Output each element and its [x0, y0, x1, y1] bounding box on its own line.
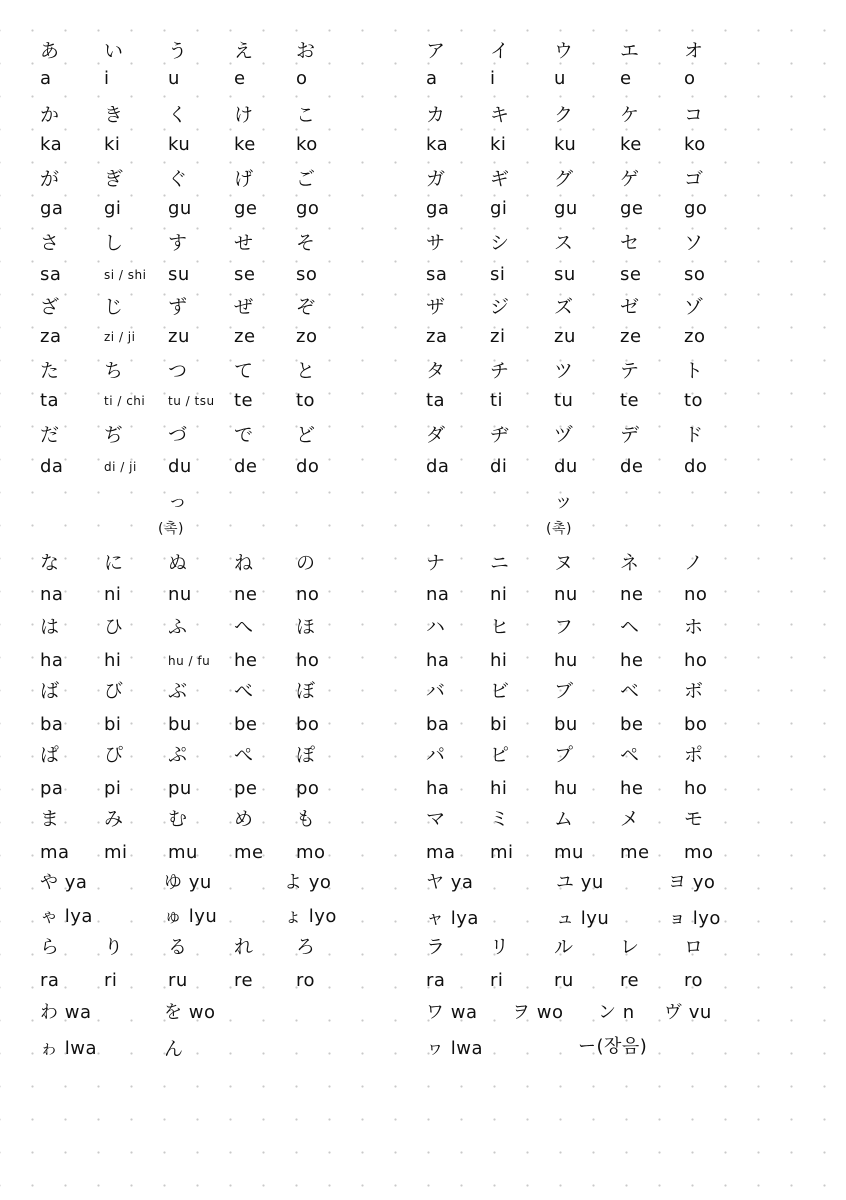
hiragana-kana-cell: く [168, 104, 188, 126]
katakana-yo: ヨ yo [668, 872, 716, 893]
hiragana-wa-small: ゎ lwa [40, 1038, 97, 1059]
katakana-kana-cell: ベ [620, 680, 640, 702]
katakana-romaji-cell: ho [684, 778, 708, 799]
katakana-romaji-cell: na [426, 584, 450, 605]
katakana-romaji-cell: ne [620, 584, 644, 605]
katakana-yo-small: ョ lyo [668, 908, 721, 929]
hiragana-kana-cell: げ [234, 168, 254, 190]
hiragana-kana-cell: ほ [296, 616, 316, 638]
katakana-romaji-cell: ha [426, 778, 450, 799]
katakana-kana-cell: カ [426, 104, 446, 126]
hiragana-kana-cell: ぱ [40, 744, 60, 766]
hiragana-kana-cell: ぼ [296, 680, 316, 702]
katakana-romaji-cell: si [490, 264, 506, 285]
hiragana-kana-cell: ぺ [234, 744, 254, 766]
hiragana-romaji-cell: nu [168, 584, 192, 605]
hiragana-romaji-cell: u [168, 68, 180, 89]
katakana-romaji-cell: be [620, 714, 644, 735]
hiragana-kana-cell: も [296, 808, 316, 830]
katakana-kana-cell: ヒ [490, 616, 510, 638]
hiragana-romaji-cell: ho [296, 650, 320, 671]
katakana-romaji-cell: go [684, 198, 708, 219]
katakana-romaji-cell: tu [554, 390, 574, 411]
hiragana-romaji-cell: ki [104, 134, 121, 155]
hiragana-kana-cell: ち [104, 360, 124, 382]
hiragana-kana-cell: ひ [104, 616, 124, 638]
katakana-kana-cell: ケ [620, 104, 640, 126]
hiragana-romaji-cell: ga [40, 198, 64, 219]
hiragana-romaji-cell: mo [296, 842, 326, 863]
katakana-kana-cell: ソ [684, 232, 704, 254]
hiragana-kana-cell: そ [296, 232, 316, 254]
hiragana-romaji-cell: e [234, 68, 246, 89]
katakana-romaji-cell: ru [554, 970, 574, 991]
katakana-romaji-cell: o [684, 68, 696, 89]
katakana-kana-cell: グ [554, 168, 574, 190]
katakana-kana-cell: キ [490, 104, 510, 126]
hiragana-kana-cell: あ [40, 40, 60, 62]
hiragana-kana-cell: え [234, 40, 254, 62]
hiragana-romaji-cell: di / ji [104, 460, 137, 474]
katakana-kana-cell: メ [620, 808, 640, 830]
katakana-romaji-cell: ki [490, 134, 507, 155]
hiragana-romaji-cell: zo [296, 326, 318, 347]
katakana-kana-cell: パ [426, 744, 446, 766]
hiragana-kana-cell: つ [168, 360, 188, 382]
katakana-yu-small: ュ lyu [556, 908, 610, 929]
hiragana-kana-cell: い [104, 40, 124, 62]
hiragana-romaji-cell: ka [40, 134, 63, 155]
katakana-romaji-cell: do [684, 456, 708, 477]
hiragana-romaji-cell: ri [104, 970, 118, 991]
hiragana-kana-cell: め [234, 808, 254, 830]
katakana-romaji-cell: za [426, 326, 448, 347]
katakana-romaji-cell: to [684, 390, 704, 411]
hiragana-sokuon-note: (촉) [158, 521, 184, 537]
hiragana-romaji-cell: go [296, 198, 320, 219]
katakana-romaji-cell: e [620, 68, 632, 89]
hiragana-kana-cell: ぬ [168, 552, 188, 574]
katakana-romaji-cell: re [620, 970, 640, 991]
katakana-romaji-cell: ge [620, 198, 644, 219]
katakana-romaji-cell: no [684, 584, 708, 605]
katakana-romaji-cell: ko [684, 134, 706, 155]
hiragana-kana-cell: さ [40, 232, 60, 254]
hiragana-romaji-cell: bu [168, 714, 192, 735]
hiragana-romaji-cell: hu / fu [168, 654, 211, 668]
hiragana-kana-cell: ば [40, 680, 60, 702]
katakana-kana-cell: ゲ [620, 168, 640, 190]
katakana-kana-cell: ト [684, 360, 704, 382]
katakana-kana-cell: セ [620, 232, 640, 254]
hiragana-kana-cell: ぴ [104, 744, 124, 766]
hiragana-kana-cell: う [168, 40, 188, 62]
katakana-kana-cell: オ [684, 40, 704, 62]
hiragana-romaji-cell: so [296, 264, 318, 285]
hiragana-romaji-cell: ba [40, 714, 64, 735]
katakana-kana-cell: ウ [554, 40, 574, 62]
hiragana-kana-cell: り [104, 936, 124, 958]
hiragana-kana-cell: る [168, 936, 188, 958]
hiragana-kana-cell: が [40, 168, 60, 190]
katakana-kana-cell: ガ [426, 168, 446, 190]
katakana-kana-cell: ダ [426, 424, 446, 446]
hiragana-romaji-cell: pe [234, 778, 258, 799]
katakana-kana-cell: マ [426, 808, 446, 830]
hiragana-kana-cell: ぎ [104, 168, 124, 190]
hiragana-romaji-cell: su [168, 264, 190, 285]
hiragana-romaji-cell: me [234, 842, 264, 863]
katakana-kana-cell: フ [554, 616, 574, 638]
hiragana-romaji-cell: a [40, 68, 52, 89]
hiragana-kana-cell: ぢ [104, 424, 124, 446]
katakana-romaji-cell: ri [490, 970, 504, 991]
hiragana-romaji-cell: bi [104, 714, 122, 735]
katakana-romaji-cell: hu [554, 778, 578, 799]
hiragana-kana-cell: ど [296, 424, 316, 446]
hiragana-romaji-cell: gu [168, 198, 192, 219]
katakana-kana-cell: ザ [426, 296, 446, 318]
katakana-romaji-cell: se [620, 264, 642, 285]
hiragana-romaji-cell: pu [168, 778, 192, 799]
katakana-kana-cell: ブ [554, 680, 574, 702]
katakana-romaji-cell: ha [426, 650, 450, 671]
katakana-romaji-cell: bu [554, 714, 578, 735]
hiragana-romaji-cell: ta [40, 390, 60, 411]
hiragana-romaji-cell: ze [234, 326, 256, 347]
katakana-kana-cell: デ [620, 424, 640, 446]
hiragana-kana-cell: に [104, 552, 124, 574]
hiragana-kana-cell: け [234, 104, 254, 126]
katakana-romaji-cell: ta [426, 390, 446, 411]
hiragana-wa: わ wa [40, 1002, 92, 1023]
hiragana-romaji-cell: ne [234, 584, 258, 605]
katakana-sokuon-note: (촉) [546, 521, 572, 537]
hiragana-kana-cell: の [296, 552, 316, 574]
hiragana-romaji-cell: tu / tsu [168, 394, 215, 408]
hiragana-romaji-cell: ko [296, 134, 318, 155]
katakana-kana-cell: ミ [490, 808, 510, 830]
hiragana-romaji-cell: te [234, 390, 254, 411]
katakana-romaji-cell: ga [426, 198, 450, 219]
katakana-kana-cell: ム [554, 808, 574, 830]
hiragana-kana-cell: み [104, 808, 124, 830]
katakana-kana-cell: レ [620, 936, 640, 958]
katakana-kana-cell: ヂ [490, 424, 510, 446]
katakana-vu: ヴ vu [664, 1002, 712, 1023]
hiragana-yo: よ yo [284, 872, 332, 893]
katakana-romaji-cell: zi [490, 326, 506, 347]
hiragana-kana-cell: し [104, 232, 124, 254]
hiragana-romaji-cell: da [40, 456, 64, 477]
hiragana-romaji-cell: du [168, 456, 192, 477]
katakana-long-vowel: ー(장음) [578, 1036, 648, 1057]
hiragana-romaji-cell: ra [40, 970, 60, 991]
katakana-romaji-cell: de [620, 456, 644, 477]
hiragana-romaji-cell: bo [296, 714, 320, 735]
hiragana-kana-cell: と [296, 360, 316, 382]
hiragana-kana-cell: ぶ [168, 680, 188, 702]
katakana-n: ン n [598, 1002, 635, 1023]
hiragana-romaji-cell: mu [168, 842, 198, 863]
hiragana-romaji-cell: to [296, 390, 316, 411]
katakana-kana-cell: テ [620, 360, 640, 382]
hiragana-romaji-cell: gi [104, 198, 122, 219]
hiragana-kana-cell: び [104, 680, 124, 702]
katakana-romaji-cell: mi [490, 842, 514, 863]
hiragana-kana-cell: は [40, 616, 60, 638]
katakana-romaji-cell: so [684, 264, 706, 285]
katakana-kana-cell: ポ [684, 744, 704, 766]
hiragana-romaji-cell: si / shi [104, 268, 147, 282]
hiragana-kana-cell: ず [168, 296, 188, 318]
katakana-yu: ユ yu [556, 872, 604, 893]
hiragana-ya: や ya [40, 872, 88, 893]
katakana-romaji-cell: zu [554, 326, 576, 347]
katakana-romaji-cell: du [554, 456, 578, 477]
hiragana-romaji-cell: de [234, 456, 258, 477]
hiragana-kana-cell: す [168, 232, 188, 254]
katakana-kana-cell: ズ [554, 296, 574, 318]
hiragana-kana-cell: ら [40, 936, 60, 958]
hiragana-kana-cell: づ [168, 424, 188, 446]
katakana-romaji-cell: gu [554, 198, 578, 219]
hiragana-kana-cell: ま [40, 808, 60, 830]
katakana-kana-cell: ゾ [684, 296, 704, 318]
hiragana-kana-cell: ふ [168, 616, 188, 638]
hiragana-romaji-cell: do [296, 456, 320, 477]
hiragana-romaji-cell: ro [296, 970, 316, 991]
katakana-ya-small: ャ lya [426, 908, 479, 929]
katakana-kana-cell: ギ [490, 168, 510, 190]
katakana-kana-cell: ロ [684, 936, 704, 958]
katakana-kana-cell: ナ [426, 552, 446, 574]
katakana-romaji-cell: he [620, 778, 644, 799]
katakana-romaji-cell: da [426, 456, 450, 477]
hiragana-romaji-cell: ke [234, 134, 256, 155]
hiragana-n: ん [164, 1038, 184, 1060]
katakana-kana-cell: コ [684, 104, 704, 126]
katakana-romaji-cell: ka [426, 134, 449, 155]
hiragana-kana-cell: ぽ [296, 744, 316, 766]
katakana-romaji-cell: a [426, 68, 438, 89]
katakana-kana-cell: ル [554, 936, 574, 958]
katakana-romaji-cell: ti [490, 390, 504, 411]
hiragana-kana-cell: む [168, 808, 188, 830]
katakana-kana-cell: ホ [684, 616, 704, 638]
hiragana-sokuon: っ [168, 490, 188, 512]
hiragana-romaji-cell: re [234, 970, 254, 991]
hiragana-kana-cell: こ [296, 104, 316, 126]
hiragana-romaji-cell: sa [40, 264, 62, 285]
hiragana-kana-cell: お [296, 40, 316, 62]
katakana-kana-cell: ペ [620, 744, 640, 766]
katakana-romaji-cell: mu [554, 842, 584, 863]
katakana-romaji-cell: te [620, 390, 640, 411]
katakana-romaji-cell: gi [490, 198, 508, 219]
katakana-romaji-cell: hi [490, 778, 508, 799]
katakana-sokuon: ッ [554, 490, 574, 512]
hiragana-kana-cell: だ [40, 424, 60, 446]
katakana-romaji-cell: u [554, 68, 566, 89]
katakana-romaji-cell: me [620, 842, 650, 863]
katakana-kana-cell: ニ [490, 552, 510, 574]
katakana-kana-cell: チ [490, 360, 510, 382]
katakana-kana-cell: サ [426, 232, 446, 254]
hiragana-kana-cell: じ [104, 296, 124, 318]
katakana-kana-cell: ボ [684, 680, 704, 702]
katakana-kana-cell: ゴ [684, 168, 704, 190]
katakana-kana-cell: ノ [684, 552, 704, 574]
katakana-romaji-cell: ba [426, 714, 450, 735]
katakana-romaji-cell: he [620, 650, 644, 671]
katakana-romaji-cell: zo [684, 326, 706, 347]
katakana-kana-cell: ピ [490, 744, 510, 766]
hiragana-romaji-cell: za [40, 326, 62, 347]
katakana-kana-cell: ヅ [554, 424, 574, 446]
katakana-kana-cell: リ [490, 936, 510, 958]
hiragana-kana-cell: で [234, 424, 254, 446]
hiragana-romaji-cell: pa [40, 778, 64, 799]
hiragana-romaji-cell: he [234, 650, 258, 671]
hiragana-kana-cell: ぜ [234, 296, 254, 318]
hiragana-yu: ゆ yu [164, 872, 212, 893]
hiragana-romaji-cell: mi [104, 842, 128, 863]
katakana-kana-cell: ス [554, 232, 574, 254]
katakana-kana-cell: プ [554, 744, 574, 766]
hiragana-kana-cell: ろ [296, 936, 316, 958]
katakana-romaji-cell: ke [620, 134, 642, 155]
katakana-kana-cell: ヌ [554, 552, 574, 574]
hiragana-kana-cell: ぷ [168, 744, 188, 766]
katakana-kana-cell: ク [554, 104, 574, 126]
katakana-wo: ヲ wo [512, 1002, 564, 1023]
hiragana-romaji-cell: po [296, 778, 320, 799]
hiragana-romaji-cell: ni [104, 584, 122, 605]
katakana-kana-cell: ネ [620, 552, 640, 574]
katakana-romaji-cell: nu [554, 584, 578, 605]
hiragana-romaji-cell: i [104, 68, 110, 89]
katakana-romaji-cell: bo [684, 714, 708, 735]
katakana-kana-cell: ジ [490, 296, 510, 318]
hiragana-kana-cell: ぐ [168, 168, 188, 190]
hiragana-kana-cell: な [40, 552, 60, 574]
hiragana-kana-cell: へ [234, 616, 254, 638]
hiragana-romaji-cell: ge [234, 198, 258, 219]
katakana-romaji-cell: ra [426, 970, 446, 991]
hiragana-romaji-cell: se [234, 264, 256, 285]
katakana-kana-cell: イ [490, 40, 510, 62]
hiragana-kana-cell: き [104, 104, 124, 126]
hiragana-romaji-cell: ru [168, 970, 188, 991]
katakana-kana-cell: ヘ [620, 616, 640, 638]
hiragana-romaji-cell: pi [104, 778, 122, 799]
katakana-romaji-cell: i [490, 68, 496, 89]
hiragana-kana-cell: か [40, 104, 60, 126]
katakana-romaji-cell: sa [426, 264, 448, 285]
hiragana-yu-small: ゅ lyu [164, 906, 218, 927]
katakana-kana-cell: ド [684, 424, 704, 446]
hiragana-romaji-cell: no [296, 584, 320, 605]
hiragana-romaji-cell: o [296, 68, 308, 89]
hiragana-kana-cell: ざ [40, 296, 60, 318]
katakana-romaji-cell: ho [684, 650, 708, 671]
katakana-romaji-cell: ni [490, 584, 508, 605]
hiragana-romaji-cell: na [40, 584, 64, 605]
hiragana-wo: を wo [164, 1002, 216, 1023]
katakana-kana-cell: ゼ [620, 296, 640, 318]
hiragana-kana-cell: せ [234, 232, 254, 254]
katakana-kana-cell: バ [426, 680, 446, 702]
katakana-kana-cell: シ [490, 232, 510, 254]
katakana-romaji-cell: ro [684, 970, 704, 991]
katakana-kana-cell: タ [426, 360, 446, 382]
hiragana-kana-cell: て [234, 360, 254, 382]
hiragana-ya-small: ゃ lya [40, 906, 93, 927]
hiragana-romaji-cell: ha [40, 650, 64, 671]
katakana-ya: ヤ ya [426, 872, 474, 893]
hiragana-yo-small: ょ lyo [284, 906, 337, 927]
hiragana-romaji-cell: ku [168, 134, 191, 155]
katakana-romaji-cell: ze [620, 326, 642, 347]
katakana-wa: ワ wa [426, 1002, 478, 1023]
katakana-romaji-cell: su [554, 264, 576, 285]
katakana-kana-cell: ア [426, 40, 446, 62]
katakana-romaji-cell: bi [490, 714, 508, 735]
katakana-romaji-cell: mo [684, 842, 714, 863]
hiragana-romaji-cell: be [234, 714, 258, 735]
hiragana-kana-cell: ぞ [296, 296, 316, 318]
katakana-kana-cell: ビ [490, 680, 510, 702]
hiragana-romaji-cell: zu [168, 326, 190, 347]
hiragana-romaji-cell: zi / ji [104, 330, 136, 344]
hiragana-kana-cell: ね [234, 552, 254, 574]
hiragana-kana-cell: れ [234, 936, 254, 958]
katakana-wa-small: ヮ lwa [426, 1038, 483, 1059]
hiragana-kana-cell: た [40, 360, 60, 382]
hiragana-romaji-cell: hi [104, 650, 122, 671]
katakana-kana-cell: ラ [426, 936, 446, 958]
katakana-kana-cell: エ [620, 40, 640, 62]
katakana-romaji-cell: di [490, 456, 508, 477]
hiragana-kana-cell: ご [296, 168, 316, 190]
hiragana-romaji-cell: ti / chi [104, 394, 146, 408]
katakana-romaji-cell: hu [554, 650, 578, 671]
katakana-romaji-cell: ma [426, 842, 456, 863]
hiragana-romaji-cell: ma [40, 842, 70, 863]
katakana-kana-cell: ハ [426, 616, 446, 638]
katakana-kana-cell: ツ [554, 360, 574, 382]
hiragana-kana-cell: べ [234, 680, 254, 702]
katakana-romaji-cell: ku [554, 134, 577, 155]
katakana-romaji-cell: hi [490, 650, 508, 671]
katakana-kana-cell: モ [684, 808, 704, 830]
